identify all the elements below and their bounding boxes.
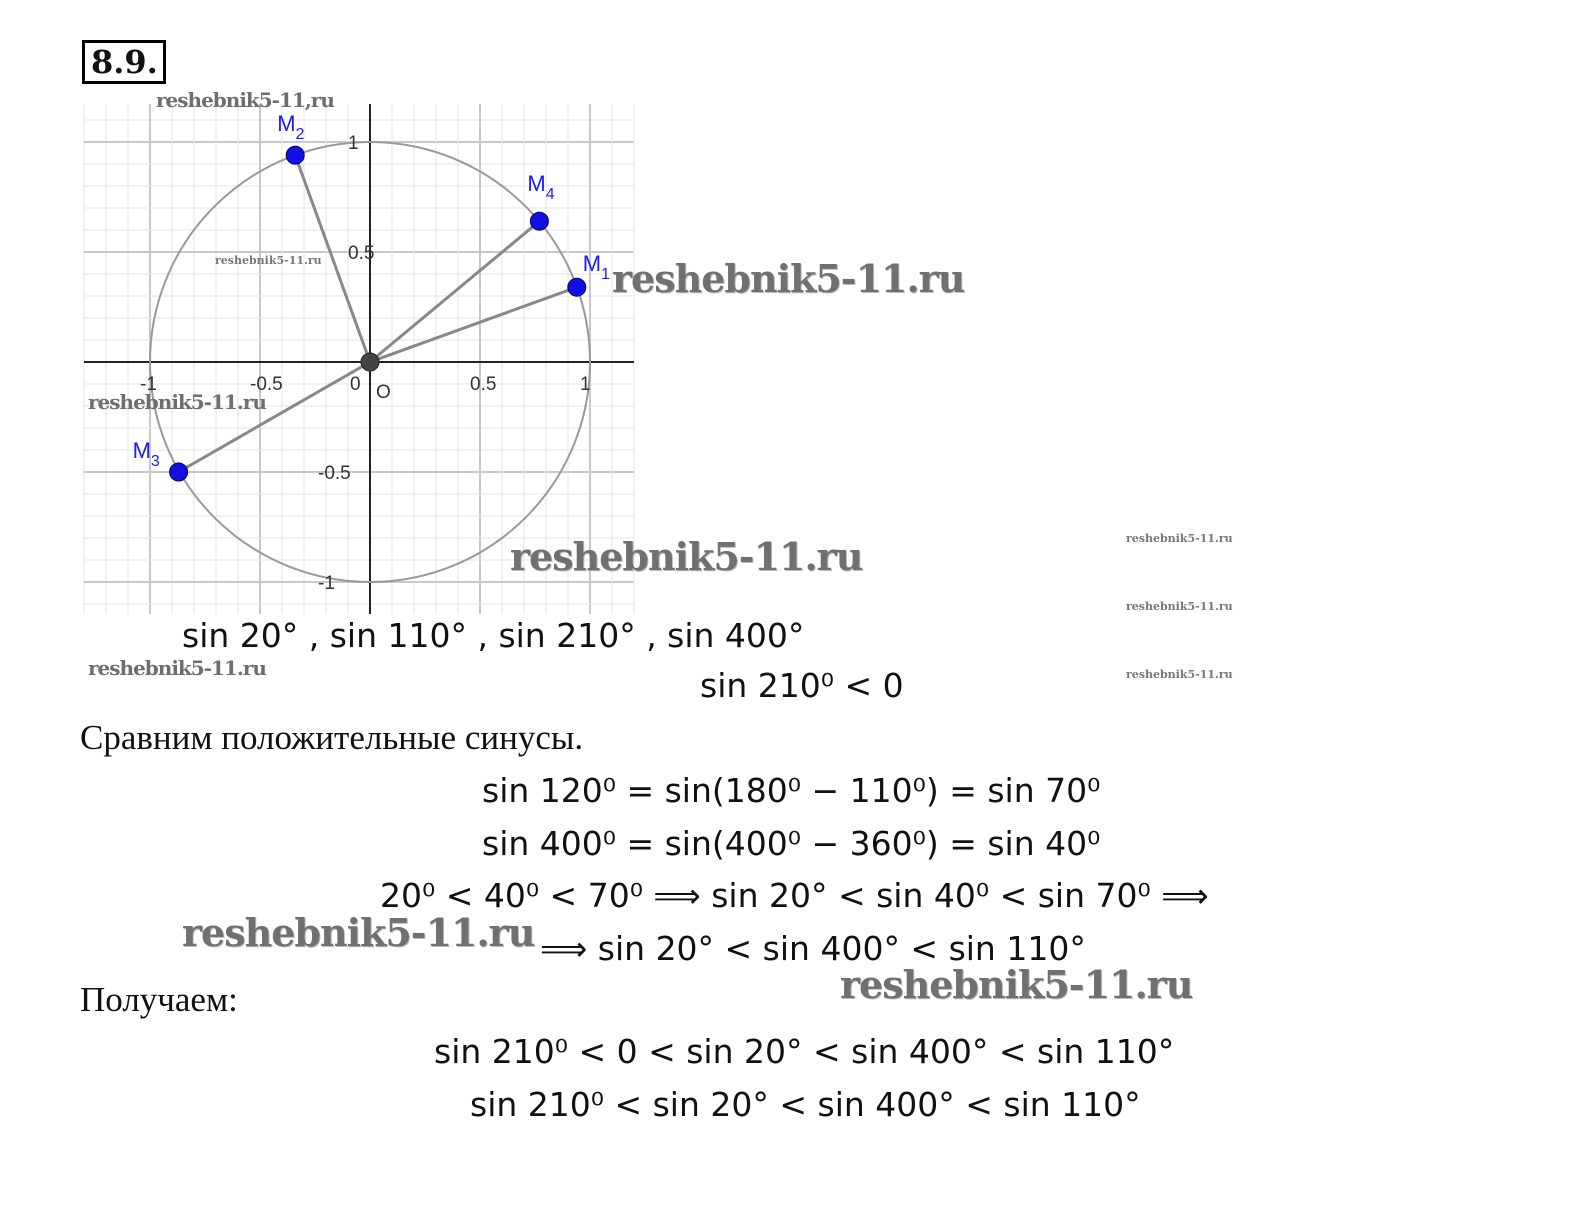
y-tick-label: 1 — [348, 133, 359, 154]
watermark: reshebnik5-11.ru — [88, 656, 266, 680]
point-label-m4: $M_4$ — [527, 171, 555, 204]
x-tick-label: 1 — [580, 374, 591, 395]
equation-2: sin 400⁰ = sin(400⁰ − 360⁰) = sin 40⁰ — [482, 824, 1101, 863]
point-label-m1: $M_1$ — [582, 251, 611, 284]
negative-sine: sin 210⁰ < 0 — [700, 666, 904, 705]
equation-3: 20⁰ < 40⁰ < 70⁰ ⟹ sin 20° < sin 40⁰ < sin 70⁰ ⟹ — [380, 876, 1209, 915]
point-m1 — [568, 278, 586, 296]
origin-label: O — [376, 382, 391, 403]
x-tick-label: -0.5 — [250, 374, 283, 395]
watermark: reshebnik5-11.ru — [510, 534, 863, 579]
result-2: sin 210⁰ < sin 20° < sin 400° < sin 110° — [470, 1085, 1141, 1124]
given-sines: sin 20° , sin 110° , sin 210° , sin 400° — [182, 616, 805, 655]
radius-line-m4 — [370, 221, 539, 362]
point-label-m2: $M_2$ — [277, 111, 305, 144]
watermark: reshebnik5-11.ru — [612, 256, 965, 301]
x-tick-label: 0.5 — [470, 374, 497, 395]
equation-4: ⟹ sin 20° < sin 400° < sin 110° — [540, 929, 1086, 968]
x-tick-label: -1 — [140, 374, 157, 395]
result-text: Получаем: — [80, 980, 238, 1019]
result-1: sin 210⁰ < 0 < sin 20° < sin 400° < sin 110° — [434, 1032, 1175, 1071]
y-tick-label: -0.5 — [318, 463, 351, 484]
y-tick-label: 0.5 — [348, 243, 375, 264]
point-label-m3: $M_3$ — [132, 438, 160, 470]
watermark: reshebnik5-11.ru — [1126, 668, 1233, 681]
equation-1: sin 120⁰ = sin(180⁰ − 110⁰) = sin 70⁰ — [482, 771, 1101, 810]
point-m2 — [286, 146, 304, 164]
x-tick-label: 0 — [350, 374, 361, 395]
watermark: reshebnik5-11.ru — [840, 962, 1193, 1007]
task-number: 8.9. — [82, 40, 166, 84]
watermark: reshebnik5-11.ru — [1126, 600, 1233, 613]
watermark: reshebnik5-11.ru — [215, 254, 322, 267]
watermark: reshebnik5-11.ru — [182, 910, 535, 955]
watermark: reshebnik5-11,ru — [156, 88, 334, 112]
origin-point — [361, 353, 379, 371]
compare-text: Сравним положительные синусы. — [80, 718, 584, 757]
point-m3 — [170, 463, 188, 481]
watermark: reshebnik5-11.ru — [88, 390, 266, 414]
y-tick-label: -1 — [318, 573, 335, 594]
point-m4 — [530, 212, 548, 230]
watermark: reshebnik5-11.ru — [1126, 532, 1233, 545]
